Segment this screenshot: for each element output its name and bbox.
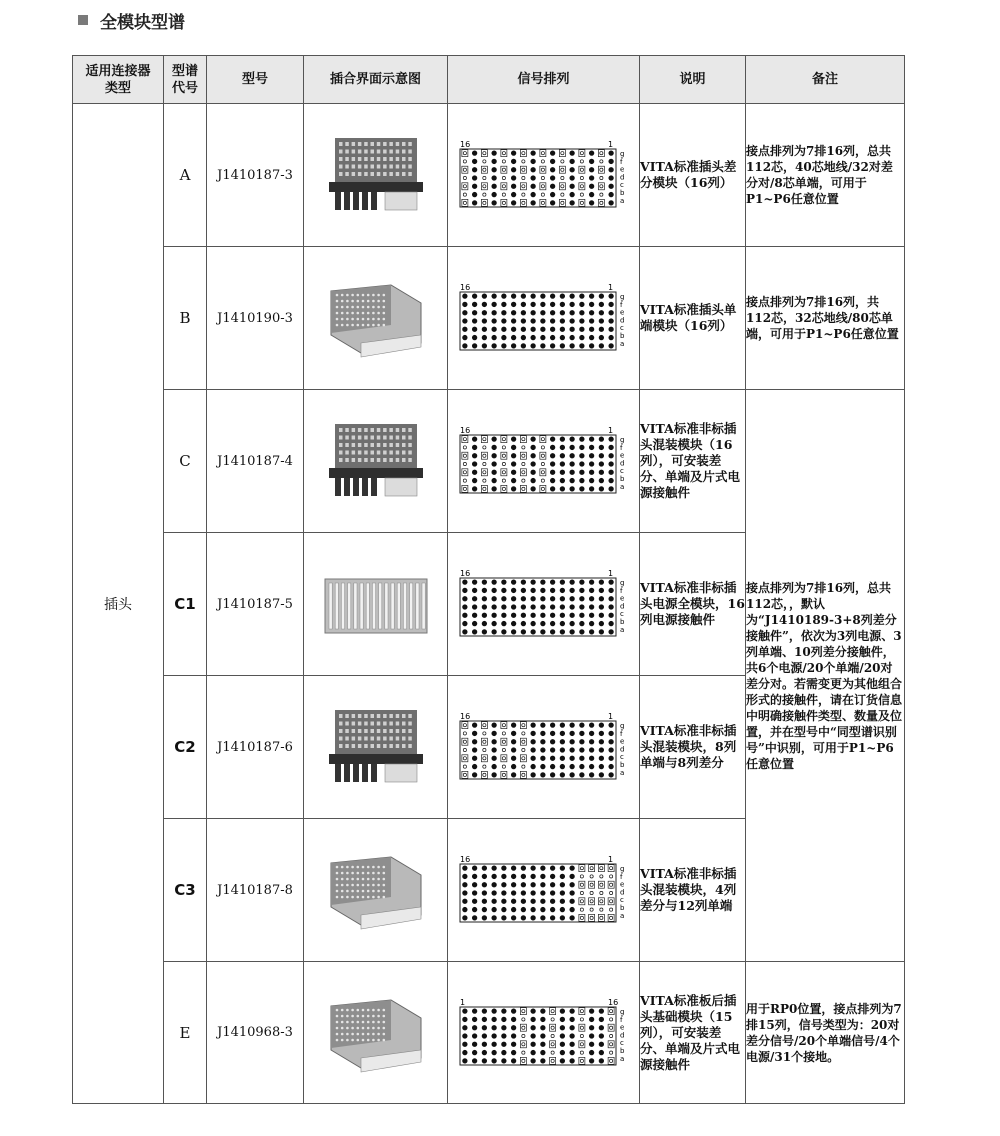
header-remark: 备注: [746, 56, 905, 104]
connector-type-cell: 插头: [73, 104, 164, 1104]
svg-text:g: g: [619, 1007, 624, 1016]
signal-pinout-diagram: [448, 568, 639, 640]
signal-pinout-diagram: [448, 282, 639, 354]
svg-text:d: d: [619, 173, 624, 182]
merged-remark-cell: 接点排列为7排16列，总共112芯，，默认为“J1410189-3+8列差分接触件”，依次为3列电源、3列单端、10列差分接触件，共6个电源/20个单端/20对差分对。若需变更为其他组合形式的接触件，请在订货信息中明确接触件类型、数量及位置，并在型号中“同型谱识别号”中识别，可用于P1~P6任意位置: [746, 390, 905, 962]
model-cell: J1410187-4: [207, 390, 304, 533]
signal-cell: [448, 390, 640, 533]
svg-text:1: 1: [607, 283, 613, 292]
table-header-row: [73, 56, 905, 104]
svg-text:1: 1: [607, 712, 613, 721]
svg-text:g: g: [619, 579, 624, 587]
desc-cell: VITA标准非标插头混装模块，8列单端与8列差分: [640, 676, 746, 819]
header-model: 型号: [207, 56, 304, 104]
svg-text:e: e: [619, 594, 624, 603]
connector-photo-cell: [304, 247, 448, 390]
svg-text:g: g: [619, 436, 624, 444]
signal-cell: [448, 962, 640, 1104]
svg-text:c: c: [619, 1038, 624, 1047]
svg-text:d: d: [619, 888, 624, 897]
svg-text:g: g: [619, 293, 624, 301]
model-cell: J1410968-3: [207, 962, 304, 1104]
svg-text:b: b: [619, 618, 624, 626]
svg-text:f: f: [619, 586, 622, 595]
remark-cell: 用于RP0位置，接点排列为7排15列，信号类型为：20对差分信号/20个单端信号/4个电源/31个接地。: [746, 962, 905, 1104]
svg-text:g: g: [619, 865, 624, 873]
connector-photo: [304, 559, 447, 649]
svg-text:b: b: [619, 475, 624, 483]
svg-text:e: e: [619, 451, 624, 460]
connector-photo-cell: [304, 819, 448, 962]
svg-text:c: c: [619, 753, 624, 762]
svg-text:c: c: [619, 181, 624, 190]
section-title: [78, 8, 185, 32]
signal-pinout-diagram: [448, 711, 639, 783]
svg-text:f: f: [619, 300, 622, 309]
svg-text:c: c: [619, 610, 624, 619]
svg-text:16: 16: [459, 855, 470, 864]
svg-text:a: a: [619, 1054, 624, 1063]
signal-cell: [448, 819, 640, 962]
svg-text:d: d: [619, 602, 624, 611]
connector-photo: [304, 845, 447, 935]
svg-text:a: a: [619, 911, 624, 920]
connector-photo-cell: [304, 533, 448, 676]
svg-text:d: d: [619, 316, 624, 325]
svg-text:f: f: [619, 1015, 622, 1024]
svg-text:a: a: [619, 768, 624, 777]
code-cell: C: [164, 390, 207, 533]
svg-text:16: 16: [459, 569, 470, 578]
svg-text:e: e: [619, 737, 624, 746]
signal-cell: [448, 533, 640, 676]
connector-photo-cell: [304, 104, 448, 247]
svg-text:1: 1: [607, 140, 613, 149]
svg-text:16: 16: [459, 426, 470, 435]
svg-text:a: a: [619, 339, 624, 348]
desc-cell: VITA标准板后插头基础模块（15列），可安装差分、单端及片式电源接触件: [640, 962, 746, 1104]
connector-photo: [304, 702, 447, 792]
connector-photo-cell: [304, 676, 448, 819]
svg-text:16: 16: [607, 997, 618, 1007]
svg-text:16: 16: [459, 712, 470, 721]
signal-cell: [448, 104, 640, 247]
svg-text:1: 1: [607, 569, 613, 578]
svg-text:f: f: [619, 872, 622, 881]
svg-text:d: d: [619, 459, 624, 468]
svg-text:b: b: [619, 189, 624, 197]
header-diagram: 插合界面示意图: [304, 56, 448, 104]
signal-pinout-diagram: [448, 997, 639, 1069]
model-cell: J1410187-8: [207, 819, 304, 962]
code-cell: A: [164, 104, 207, 247]
svg-text:d: d: [619, 1030, 624, 1039]
svg-text:e: e: [619, 165, 624, 174]
connector-photo: [304, 273, 447, 363]
svg-text:f: f: [619, 443, 622, 452]
svg-text:1: 1: [607, 855, 613, 864]
header-desc: 说明: [640, 56, 746, 104]
connector-photo-cell: [304, 390, 448, 533]
section-title-text: 全模块型谱: [100, 12, 185, 33]
table-row: [73, 962, 905, 1104]
code-cell: E: [164, 962, 207, 1104]
svg-text:e: e: [619, 1023, 624, 1032]
header-type: 适用连接器类型: [73, 56, 164, 104]
signal-pinout-diagram: [448, 854, 639, 926]
desc-cell: VITA标准插头差分模块（16列）: [640, 104, 746, 247]
code-cell: C3: [164, 819, 207, 962]
svg-text:f: f: [619, 729, 622, 738]
remark-cell: 接点排列为7排16列，总共112芯，40芯地线/32对差分对/8芯单端，可用于P1~P6任意位置: [746, 104, 905, 247]
svg-text:a: a: [619, 482, 624, 491]
svg-text:b: b: [619, 904, 624, 912]
svg-text:e: e: [619, 880, 624, 889]
svg-text:a: a: [619, 625, 624, 634]
desc-cell: VITA标准非标插头电源全模块，16列电源接触件: [640, 533, 746, 676]
module-spec-table: [72, 55, 905, 1104]
connector-photo: [304, 416, 447, 506]
svg-text:1: 1: [459, 997, 465, 1007]
svg-text:g: g: [619, 150, 624, 158]
svg-text:16: 16: [459, 283, 470, 292]
table-row: [73, 390, 905, 533]
svg-text:c: c: [619, 896, 624, 905]
svg-text:c: c: [619, 324, 624, 333]
connector-photo-cell: [304, 962, 448, 1104]
signal-pinout-diagram: [448, 425, 639, 497]
code-cell: C1: [164, 533, 207, 676]
model-cell: J1410187-6: [207, 676, 304, 819]
signal-cell: [448, 247, 640, 390]
table-row: [73, 247, 905, 390]
svg-text:e: e: [619, 308, 624, 317]
svg-text:b: b: [619, 332, 624, 340]
signal-pinout-diagram: [448, 139, 639, 211]
table-row: [73, 104, 905, 247]
desc-cell: VITA标准非标插头混装模块，4列差分与12列单端: [640, 819, 746, 962]
svg-text:g: g: [619, 722, 624, 730]
svg-text:d: d: [619, 745, 624, 754]
model-cell: J1410190-3: [207, 247, 304, 390]
svg-text:b: b: [619, 1046, 624, 1055]
connector-photo: [304, 988, 447, 1078]
connector-photo: [304, 130, 447, 220]
code-cell: B: [164, 247, 207, 390]
desc-cell: VITA标准插头单端模块（16列）: [640, 247, 746, 390]
model-cell: J1410187-5: [207, 533, 304, 676]
square-bullet-icon: [78, 15, 88, 25]
remark-cell: 接点排列为7排16列，共112芯，32芯地线/80芯单端，可用于P1~P6任意位置: [746, 247, 905, 390]
signal-cell: [448, 676, 640, 819]
svg-text:b: b: [619, 761, 624, 769]
header-signal: 信号排列: [448, 56, 640, 104]
desc-cell: VITA标准非标插头混装模块（16列），可安装差分、单端及片式电源接触件: [640, 390, 746, 533]
code-cell: C2: [164, 676, 207, 819]
header-code: 型谱代号: [164, 56, 207, 104]
svg-text:1: 1: [607, 426, 613, 435]
svg-text:f: f: [619, 157, 622, 166]
svg-text:a: a: [619, 196, 624, 205]
svg-text:c: c: [619, 467, 624, 476]
model-cell: J1410187-3: [207, 104, 304, 247]
svg-text:16: 16: [459, 140, 470, 149]
